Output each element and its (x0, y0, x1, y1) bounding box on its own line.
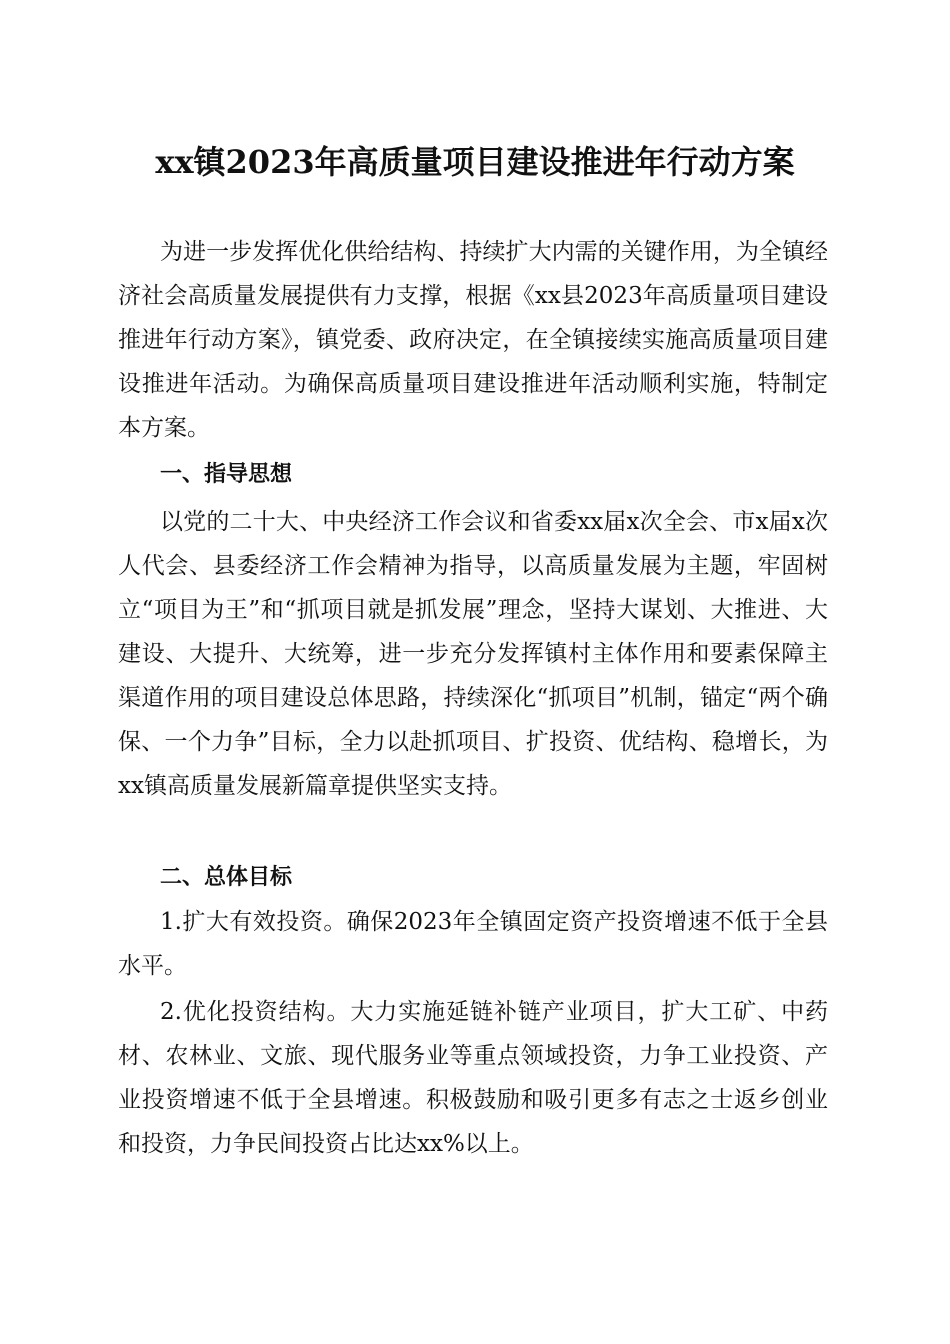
document-title: xx镇2023年高质量项目建设推进年行动方案 (155, 143, 795, 181)
guiding-ideology-paragraph: 以党的二十大、中央经济工作会议和省委xx届x次全会、市x届x次人代会、县委经济工作会精神为指导，以高质量发展为主题，牢固树立“项目为王”和“抓项目就是抓发展”理念，坚持大谋划、大推进、大建设、大提升、大统筹，进一步充分发挥镇村主体作用和要素保障主渠道作用的项目建设总体思路，持续深化“抓项目”机制，锚定“两个确保、一个力争”目标，全力以赴抓项目、扩投资、优结构、稳增长，为xx镇高质量发展新篇章提供坚实支持。 (118, 509, 828, 799)
section-heading-overall-goals: 二、总体目标 (160, 865, 293, 890)
goal-item-expand-investment: 1.扩大有效投资。确保2023年全镇固定资产投资增速不低于全县水平。 (118, 909, 828, 979)
goal-item-optimize-structure: 2.优化投资结构。大力实施延链补链产业项目，扩大工矿、中药材、农林业、文旅、现代服务业等重点领域投资，力争工业投资、产业投资增速不低于全县增速。积极鼓励和吸引更多有志之士返乡创业和投资，力争民间投资占比达xx%以上。 (118, 999, 828, 1157)
section-heading-guiding-ideology: 一、指导思想 (160, 462, 293, 487)
intro-paragraph: 为进一步发挥优化供给结构、持续扩大内需的关键作用，为全镇经济社会高质量发展提供有力支撑，根据《xx县2023年高质量项目建设推进年行动方案》，镇党委、政府决定，在全镇接续实施高质量项目建设推进年活动。为确保高质量项目建设推进年活动顺利实施，特制定本方案。 (118, 239, 828, 441)
